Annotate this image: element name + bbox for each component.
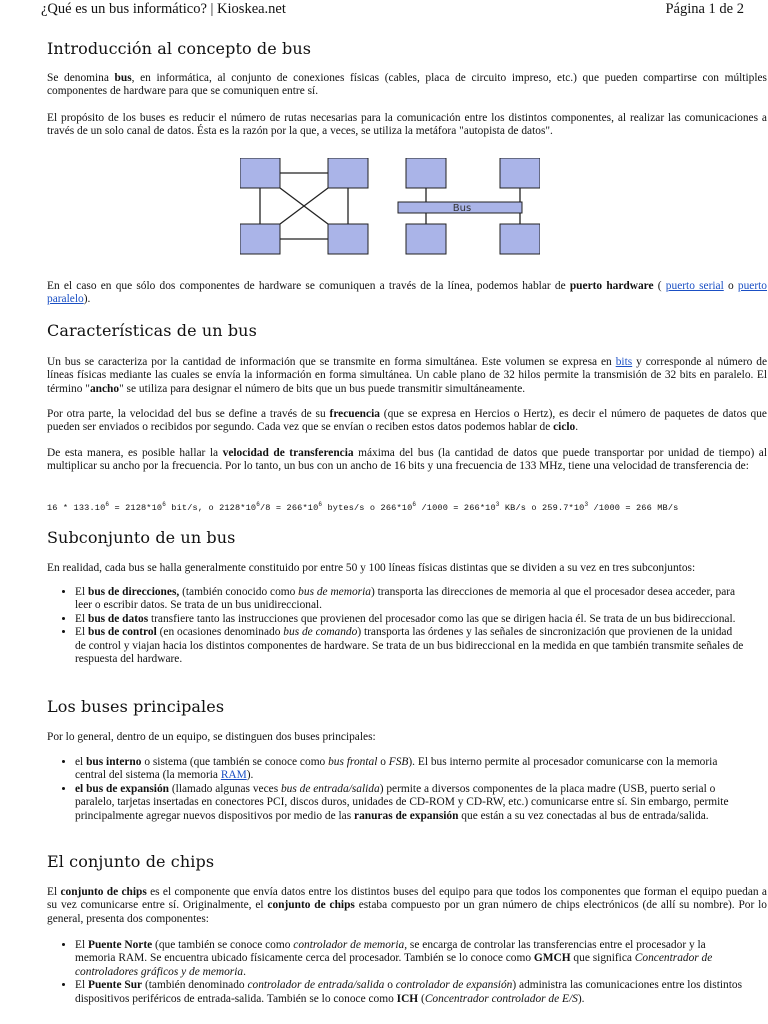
link-ram[interactable]: RAM bbox=[220, 769, 247, 782]
list-item: • El bus de direcciones, (también conocido como bus de memoria) transporta las direcciones de memoria al que el procesador desea acceder, para leer o escribir datos. Se trata de un bus unidireccional. bbox=[75, 586, 745, 613]
bus-label: Bus bbox=[452, 203, 472, 214]
component-box bbox=[240, 158, 280, 188]
page-header bbox=[0, 0, 768, 22]
component-box bbox=[328, 158, 368, 188]
link-puerto-paralelo[interactable]: puerto paralelo bbox=[47, 280, 767, 306]
caract-paragraph-2: Por otra parte, la velocidad del bus se define a través de su frecuencia (que se expresa en Hercios o Hertz), es decir el número de paquetes de datos que pueden ser enviados o recibidos por segundo. Cada vez que se envían o reciben estos datos podemos hablar de ciclo. bbox=[47, 408, 767, 434]
bus-diagram bbox=[240, 158, 540, 258]
caract-paragraph-3: De esta manera, es posible hallar la velocidad de transferencia máxima del bus (la cantidad de datos que puede transportar por unidad de tiempo) al multiplicar su ancho por la frecuencia. Por lo tanto, un bus con un ancho de 16 bits y una frecuencia de 133 MHz, tiene una velocidad de transferencia de: bbox=[47, 447, 767, 473]
subconj-list bbox=[47, 586, 745, 666]
component-box bbox=[406, 224, 446, 254]
list-item: • El bus de control (en ocasiones denominado bus de comando) transporta las órdenes y las señales de sincronización que provienen de la unidad de control y viajan hacia los distintos componentes de hardware. Se trata de un bus bidireccional en la medida en que también transmite señales de respuesta del hardware. bbox=[75, 626, 745, 666]
transfer-formula: $16 * 133.10^6 = 2128*10^6$ bit/s, o $2128*10^6/8 = 266*10^6$ bytes/s o $266*10^6$ $/1000 = 266*10^3$ KB/s o $259.7*10^3$ /1000 = 266 MB/s bbox=[47, 501, 679, 513]
list-item: • El Puente Sur (también denominado controlador de entrada/salida o controlador de expansión) administra las comunicaciones entre los distintos dispositivos periféricos de entrada-salida. También se lo conoce como ICH (Concentrador controlador de E/S). bbox=[75, 979, 745, 1006]
intro-paragraph-2: El propósito de los buses es reducir el número de rutas necesarias para la comunicación entre los distintos componentes, al realizar las comunicaciones a través de un solo canal de datos. Ésta es la razón por la que, a veces, se utiliza la metáfora "autopista de datos". bbox=[47, 112, 767, 138]
list-item: • el bus de expansión (llamado algunas veces bus de entrada/salida) permite a diversos componentes de la placa madre (USB, puerto serial o paralelo, tarjetas insertadas en conectores PCI, discos duros, unidades de CD-ROM y CD-RW, etc.) comunicarse entre sí. Sin embargo, permite principalmente agregar nuevos dispositivos por medio de las ranuras de expansión que están a su vez conectadas al bus de entrada/salida. bbox=[75, 783, 745, 823]
chips-list bbox=[47, 939, 745, 1006]
buses-paragraph-1: Por lo general, dentro de un equipo, se distinguen dos buses principales: bbox=[47, 731, 376, 743]
component-box bbox=[240, 224, 280, 254]
chips-paragraph-1: El conjunto de chips es el componente que envía datos entre los distintos buses del equipo para que todos los componentes que forman el equipo puedan a su vez comunicarse entre sí. Originalmente, el conjunto de chips estaba compuesto por un gran número de chips electrónicos (de allí su nombre). Por lo general, presenta dos componentes: bbox=[47, 886, 767, 925]
link-bits[interactable]: bits bbox=[615, 356, 633, 368]
document-title: ¿Qué es un bus informático? | Kioskea.net bbox=[41, 1, 286, 17]
list-item: • el bus interno o sistema (que también se conoce como bus frontal o FSB). El bus interno permite al procesador comunicarse con la memoria central del sistema (la memoria RAM). bbox=[75, 756, 745, 783]
component-box bbox=[500, 224, 540, 254]
component-box bbox=[328, 224, 368, 254]
intro-paragraph-3: En el caso en que sólo dos componentes de hardware se comuniquen a través de la línea, podemos hablar de puerto hardware ( puerto serial o puerto paralelo). bbox=[47, 280, 767, 306]
subconj-paragraph-1: En realidad, cada bus se halla generalmente constituido por entre 50 y 100 líneas físicas distintas que se dividen a su vez en tres subconjuntos: bbox=[47, 562, 696, 574]
heading-conjunto-chips: El conjunto de chips bbox=[47, 852, 215, 871]
heading-subconjunto: Subconjunto de un bus bbox=[47, 528, 236, 547]
heading-intro: Introducción al concepto de bus bbox=[47, 39, 312, 58]
heading-buses-principales: Los buses principales bbox=[47, 697, 225, 716]
list-item: • El bus de datos transfiere tanto las instrucciones que provienen del procesador como las que se dirigen hacia él. Se trata de un bus bidireccional. bbox=[75, 613, 745, 626]
list-item: • El Puente Norte (que también se conoce como controlador de memoria, se encarga de controlar las transferencias entre el procesador y la memoria RAM. Se encuentra ubicado físicamente cerca del procesador. También se lo conoce como GMCH que significa Concentrador de controladores gráficos y de memoria. bbox=[75, 939, 745, 979]
heading-caracteristicas: Características de un bus bbox=[47, 321, 257, 340]
buses-list bbox=[47, 756, 745, 823]
caract-paragraph-1: Un bus se caracteriza por la cantidad de información que se transmite en forma simultánea. Este volumen se expresa en bits y corresponde al número de líneas físicas mediante las cuales se envía la información en forma simultánea. Un cable plano de 32 hilos permite la transmisión de 32 bits en paralelo. El término "ancho" se utiliza para designar el número de bits que un bus puede transmitir simultáneamente. bbox=[47, 356, 767, 395]
component-box bbox=[406, 158, 446, 188]
page-number: Página 1 de 2 bbox=[665, 1, 744, 17]
component-box bbox=[500, 158, 540, 188]
intro-paragraph-1: Se denomina bus, en informática, al conjunto de conexiones físicas (cables, placa de circuito impreso, etc.) que pueden compartirse con múltiples componentes de hardware para que se comuniquen entre sí. bbox=[47, 72, 767, 98]
link-puerto-serial[interactable]: puerto serial bbox=[665, 280, 724, 292]
